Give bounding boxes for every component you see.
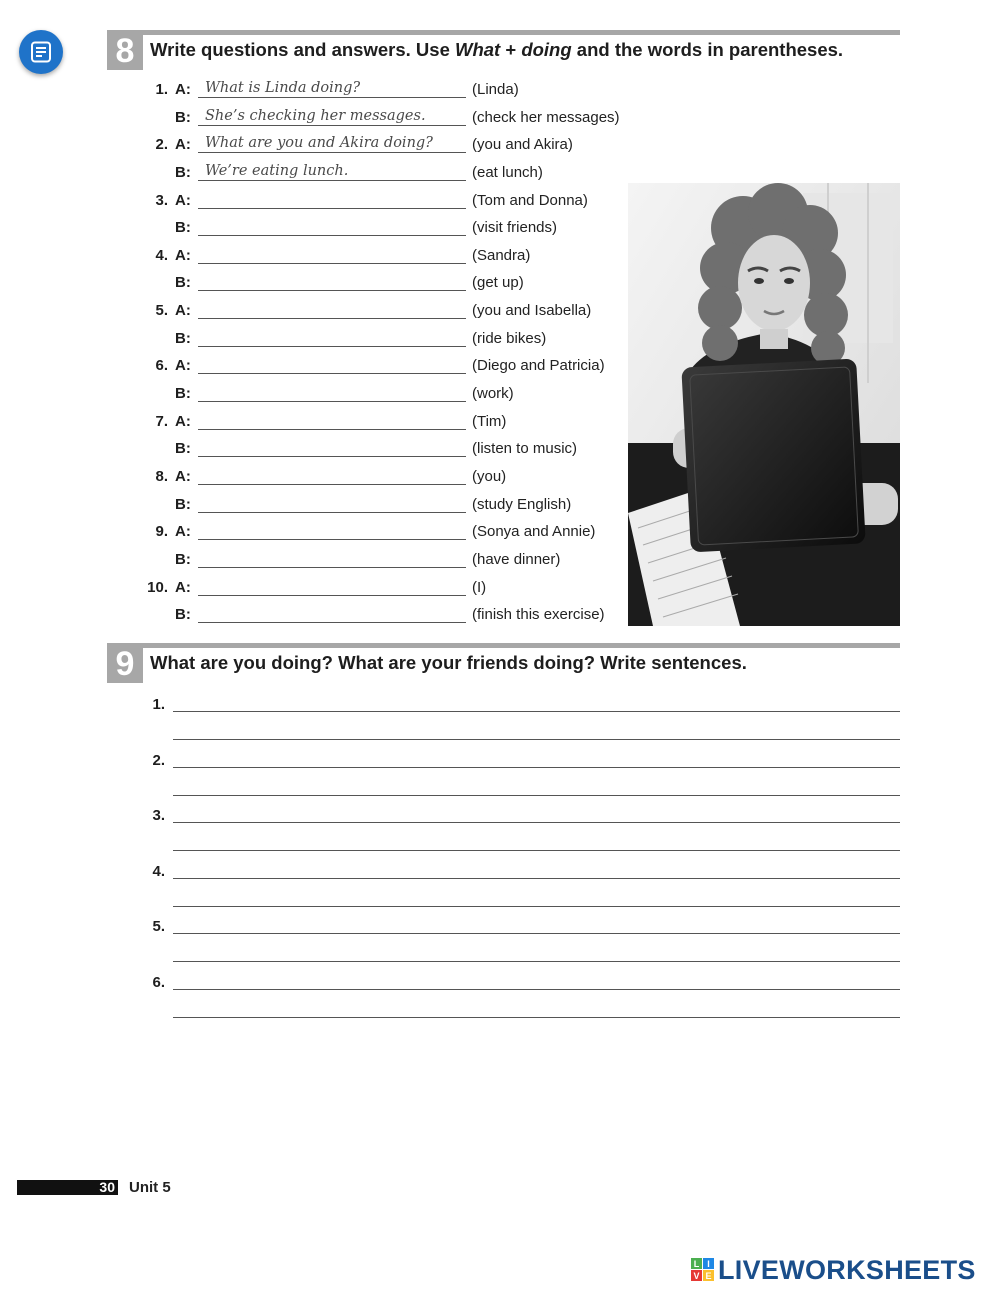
answer-field[interactable] (198, 346, 466, 347)
sentence-field[interactable] (173, 767, 900, 768)
exercise-9-instructions: What are you doing? What are your friends doing? Write sentences. (150, 652, 747, 673)
speaker-label: A: (175, 412, 191, 430)
logo-letter-i: I (707, 1259, 710, 1269)
logo-letter-e: E (705, 1271, 712, 1281)
sentence-field[interactable] (173, 878, 900, 879)
answer-row (140, 160, 630, 188)
speaker-label: A: (175, 523, 191, 541)
prompt-cue: (Sonya and Annie) (472, 523, 596, 541)
item-number: 9. (155, 523, 168, 541)
exercise-8-instructions: Write questions and answers. Use What + doing and the words in parentheses. (150, 39, 844, 60)
speaker-label: A: (175, 191, 191, 209)
item-number: 6. (155, 357, 168, 375)
item-number: 5. (155, 302, 168, 320)
prompt-cue: (finish this exercise) (472, 606, 605, 624)
speaker-label: B: (175, 495, 191, 513)
woman-with-tablet-photo (628, 183, 900, 626)
prompt-cue: (eat lunch) (472, 163, 543, 181)
prompt-cue: (work) (472, 385, 514, 403)
sentence-field[interactable] (173, 961, 900, 962)
prompt-cue: (ride bikes) (472, 329, 547, 347)
answer-field[interactable] (198, 429, 466, 430)
sentence-field[interactable] (173, 739, 900, 740)
answer-field[interactable] (198, 373, 466, 374)
speaker-label: B: (175, 440, 191, 458)
answer-row (140, 519, 630, 547)
prompt-cue: (listen to music) (472, 440, 578, 458)
answer-row (140, 77, 630, 105)
answer-row (140, 381, 630, 409)
exercise-8-items (140, 77, 630, 630)
answer-row (140, 298, 630, 326)
item-number: 3. (152, 807, 165, 825)
unit-label: Unit 5 (129, 1179, 171, 1196)
answer-field[interactable] (198, 622, 466, 623)
answer-row (140, 353, 630, 381)
item-number: 3. (155, 191, 168, 209)
sentence-row (140, 970, 900, 1026)
speaker-label: B: (175, 163, 191, 181)
prompt-cue: (you) (472, 467, 507, 485)
item-number: 7. (155, 412, 168, 430)
header-rule (107, 30, 900, 35)
example-answer: She’s checking her messages. (205, 107, 426, 124)
answer-row (140, 602, 630, 630)
answer-field[interactable] (198, 401, 466, 402)
example-answer: We’re eating lunch. (205, 162, 349, 179)
answer-row (140, 188, 630, 216)
page-number: 30 (99, 1179, 115, 1195)
prompt-cue: (visit friends) (472, 219, 558, 237)
answer-field[interactable] (198, 484, 466, 485)
prompt-cue: (Tom and Donna) (472, 191, 588, 209)
answer-row (140, 326, 630, 354)
answer-row (140, 132, 630, 160)
prompt-cue: (you and Akira) (472, 136, 573, 154)
answer-field (198, 125, 466, 126)
speaker-label: A: (175, 302, 191, 320)
item-number: 6. (152, 973, 165, 991)
exercise-number-badge: 9 (107, 643, 143, 683)
prompt-cue: (check her messages) (472, 108, 620, 126)
speaker-label: B: (175, 108, 191, 126)
item-number: 10. (147, 578, 168, 596)
answer-field[interactable] (198, 539, 466, 540)
sentence-field[interactable] (173, 795, 900, 796)
speaker-label: B: (175, 329, 191, 347)
answer-row (140, 270, 630, 298)
speaker-label: B: (175, 274, 191, 292)
prompt-cue: (Linda) (472, 81, 519, 98)
sentence-row (140, 748, 900, 804)
speaker-label: B: (175, 550, 191, 568)
liveworksheets-logo-icon (691, 1254, 715, 1286)
liveworksheets-brand[interactable]: LIVEWORKSHEETS (718, 1255, 976, 1285)
answer-field[interactable] (198, 263, 466, 264)
prompt-cue: (Sandra) (472, 246, 531, 264)
sentence-field[interactable] (173, 906, 900, 907)
sentence-field[interactable] (173, 711, 900, 712)
item-number: 8. (155, 467, 168, 485)
example-answer: What is Linda doing? (205, 80, 361, 96)
sentence-field[interactable] (173, 822, 900, 823)
answer-field[interactable] (198, 456, 466, 457)
prompt-cue: (study English) (472, 495, 572, 513)
answer-row (140, 409, 630, 437)
notes-icon (30, 41, 52, 63)
speaker-label: B: (175, 219, 191, 237)
answer-row (140, 575, 630, 603)
prompt-cue: (get up) (472, 274, 524, 292)
prompt-cue: (Tim) (472, 412, 507, 430)
exercise-number-badge: 8 (107, 30, 143, 70)
item-number: 2. (152, 751, 165, 769)
answer-field (198, 97, 466, 98)
prompt-cue: (I) (472, 578, 487, 596)
speaker-label: A: (175, 578, 191, 596)
answer-field[interactable] (198, 318, 466, 319)
logo-letter-v: V (693, 1271, 700, 1281)
sentence-field[interactable] (173, 989, 900, 990)
prompt-cue: (you and Isabella) (472, 302, 592, 320)
answer-row (140, 105, 630, 133)
item-number: 1. (155, 81, 168, 98)
speaker-label: A: (175, 246, 191, 264)
sentence-row (140, 692, 900, 748)
item-number: 4. (155, 246, 168, 264)
answer-field[interactable] (198, 595, 466, 596)
sentence-row (140, 859, 900, 915)
speaker-label: B: (175, 606, 191, 624)
speaker-label: A: (175, 467, 191, 485)
answer-row (140, 547, 630, 575)
prompt-cue: (have dinner) (472, 550, 561, 568)
speaker-label: A: (175, 357, 191, 375)
answer-row (140, 215, 630, 243)
exercise-9-header (107, 643, 900, 683)
exercise-9-items (140, 692, 900, 1026)
item-number: 5. (152, 918, 165, 936)
item-number: 2. (155, 136, 168, 154)
example-answer: What are you and Akira doing? (205, 135, 433, 152)
notes-button[interactable] (19, 30, 63, 74)
header-rule (107, 643, 900, 648)
sentence-field[interactable] (173, 1017, 900, 1018)
answer-field (198, 152, 466, 153)
prompt-cue: (Diego and Patricia) (472, 357, 605, 375)
answer-row (140, 464, 630, 492)
speaker-label: A: (175, 136, 191, 154)
logo-letter-l: L (693, 1259, 700, 1269)
answer-field[interactable] (198, 208, 466, 209)
answer-field[interactable] (198, 290, 466, 291)
item-number: 1. (152, 696, 165, 713)
exercise-8-header (107, 30, 900, 70)
answer-field[interactable] (198, 512, 466, 513)
answer-field[interactable] (198, 567, 466, 568)
speaker-label: A: (175, 81, 191, 98)
answer-row (140, 436, 630, 464)
sentence-row (140, 914, 900, 970)
sentence-field[interactable] (173, 933, 900, 934)
sentence-row (140, 803, 900, 859)
answer-row (140, 243, 630, 271)
answer-field[interactable] (198, 235, 466, 236)
answer-row (140, 492, 630, 520)
item-number: 4. (152, 862, 165, 880)
speaker-label: B: (175, 385, 191, 403)
answer-field (198, 180, 466, 181)
sentence-field[interactable] (173, 850, 900, 851)
